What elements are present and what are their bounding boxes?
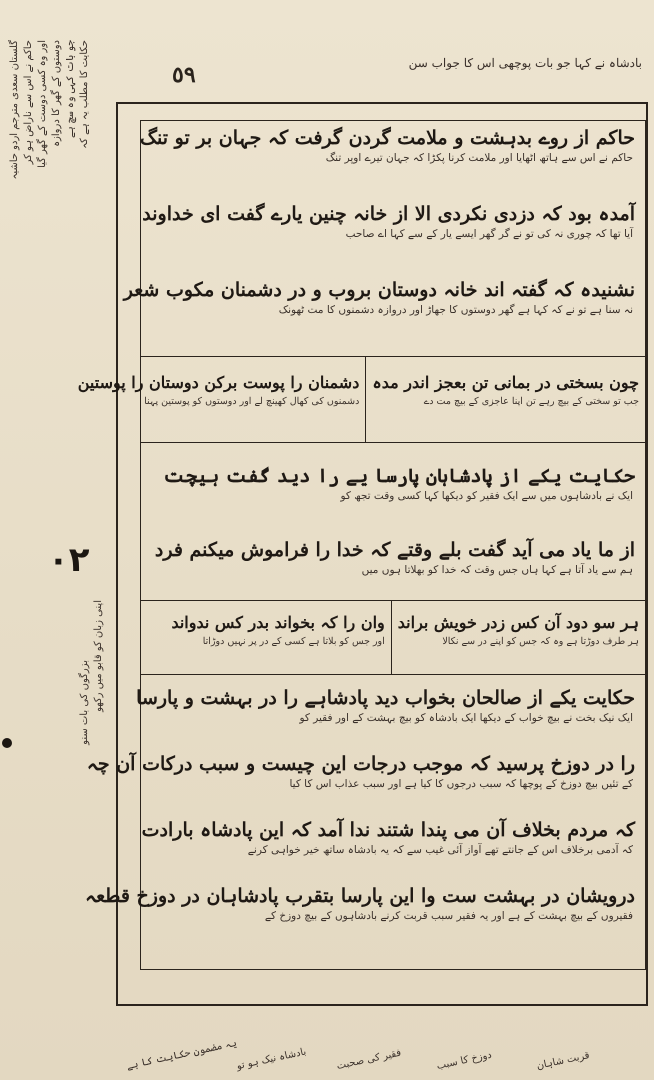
marginal-number: ٠٢ <box>48 540 90 580</box>
main-line: وان را کہ بخواند بدر کس ندواند <box>171 613 385 632</box>
main-line: ہر سو دود آن کس زدر خویش براند <box>397 613 639 632</box>
interlinear-gloss: جب تو سختی کے بیچ رہے تن اپنا عاجزی کے بیچ مت دے <box>423 396 639 407</box>
margin-note: حاکم نے اس سے ناراض ہو کر <box>23 40 34 165</box>
margin-note: فقیر کی صحبت <box>335 1047 403 1072</box>
page-header <box>122 52 650 98</box>
margin-note: حکایت کا مطلب یہ ہے کہ <box>79 40 90 149</box>
interlinear-gloss: ایک نیک بخت نے بیچ خواب کے دیکھا ایک بادشاہ کو بیچ بہشت کے اور فقیر کو <box>299 712 633 724</box>
interlinear-gloss: فقیروں کے بیچ بہشت کے ہے اور یہ فقیر سبب قربت کرنے بادشاہوں کے بیچ دوزخ کے <box>264 910 633 922</box>
interlinear-gloss: دشمنوں کی کھال کھینچ لے اور دوستوں کو پوستین پہنا <box>144 396 360 407</box>
story-passage <box>141 443 645 601</box>
opening-passage <box>123 121 645 357</box>
interlinear-gloss: حاکم نے اس سے ہاتھ اٹھایا اور ملامت کرنا پکڑا کہ جہان تیرے اوپر تنگ <box>325 152 633 164</box>
main-line: دشمنان را پوست برکن دوستان را پوستین <box>77 373 360 392</box>
couplet-box <box>77 357 645 443</box>
story-passage <box>84 675 645 967</box>
margin-note: گلستان سعدی مترجم اردو حاشیہ <box>9 40 20 180</box>
margin-note: اپنی زبان کو قابو میں رکھو <box>93 600 104 712</box>
main-line: را در دوزخ پرسید کہ موجب درجات این چیست و سبب درکات آن چہ <box>86 753 635 775</box>
margin-note: دوزخ کا سبب <box>435 1049 493 1072</box>
page-number: ٥٩ <box>172 62 196 88</box>
interlinear-gloss: نہ سنا ہے تو نے کہ کہا ہے گھر دوستوں کا جھاڑ اور دروازہ دشمنوں کا مت ٹھونک <box>278 304 633 316</box>
interlinear-gloss: کے تئیں بیچ دوزخ کے پوچھا کہ سبب درجوں کا کیا ہے اور سبب عذاب اس کا کیا <box>289 778 633 790</box>
main-line: حکایت یکے از پادشاہان پارسا یے را دید گفت ہیچت <box>163 465 635 487</box>
interlinear-gloss: ایک نے بادشاہوں میں سے ایک فقیر کو دیکھا کہا کسی وقت تجھ کو <box>340 490 633 502</box>
main-line: از ما یاد می آید گفت بلے وقتے کہ خدا را فراموش میکنم فرد <box>154 539 635 561</box>
margin-note: قربت شاہان <box>535 1050 591 1072</box>
margin-note: جو بات کہی وہ سچ ہے <box>65 40 76 138</box>
header-annotation: بادشاہ نے کہا جو بات پوچھی اس کا جواب سن <box>408 56 642 70</box>
interlinear-gloss: آیا تھا کہ چوری نہ کی تو نے گر گھر ایسے یار کے سے کہا اے صاحب <box>345 228 633 240</box>
main-line: چون بسختی در بمانی تن بعجز اندر مدہ <box>372 373 639 392</box>
main-line: حکایت یکے از صالحان بخواب دید پادشاہے را در بہشت و پارسا <box>136 687 635 709</box>
hemistich-left <box>141 601 392 674</box>
hemistich-right <box>392 601 645 674</box>
margin-note: دوستوں کے گھر کا دروازہ <box>51 40 62 147</box>
interlinear-gloss: اور جس کو بلاتا ہے کسی کے در پر نہیں دوڑاتا <box>202 636 385 647</box>
hemistich-right <box>366 357 645 442</box>
margin-note: بزرگوں کی بات سنو <box>79 660 90 745</box>
interlinear-gloss: کہ آدمی برخلاف اس کے جانتے تھے آواز آئی غیب سے کہ یہ بادشاہ ساتھ خیر خواہی کرنے <box>247 844 633 856</box>
hemistich-left <box>72 357 367 442</box>
margin-note: اور وہ کسی دوست کے گھر گیا <box>37 40 48 169</box>
interlinear-gloss: ہر طرف دوڑتا ہے وہ کہ جس کو اپنے در سے نکالا <box>442 636 639 647</box>
main-line: حاکم از روے بدہشت و ملامت گردن گرفت کہ جہان بر تو تنگ <box>140 127 635 149</box>
ink-dot <box>2 738 12 748</box>
couplet-box <box>141 601 645 675</box>
interlinear-gloss: ہم سے یاد آتا ہے کہا ہاں جس وقت کہ خدا کو بھلاتا ہوں میں <box>361 564 633 576</box>
bottom-margin-annotations <box>118 1008 650 1076</box>
main-line: نشنیدہ کہ گفتہ اند خانہ دوستان بروب و در دشمنان مکوب شعر <box>123 279 635 301</box>
main-line: درویشان در بہشت ست وا این پارسا بتقرب پادشاہان در دوزخ قطعہ <box>84 885 635 907</box>
margin-note: یہ مضمون حکایت کا ہے <box>125 1037 238 1072</box>
main-line: کہ مردم بخلاف آن می پندا شتند ندا آمد کہ این پادشاہ بارادت <box>141 819 635 841</box>
margin-note: بادشاہ نیک ہو تو <box>235 1046 308 1072</box>
main-line: آمدہ بود کہ دزدی نکردی الا از خانہ چنین یارے گفت ای خداوند <box>142 203 635 225</box>
